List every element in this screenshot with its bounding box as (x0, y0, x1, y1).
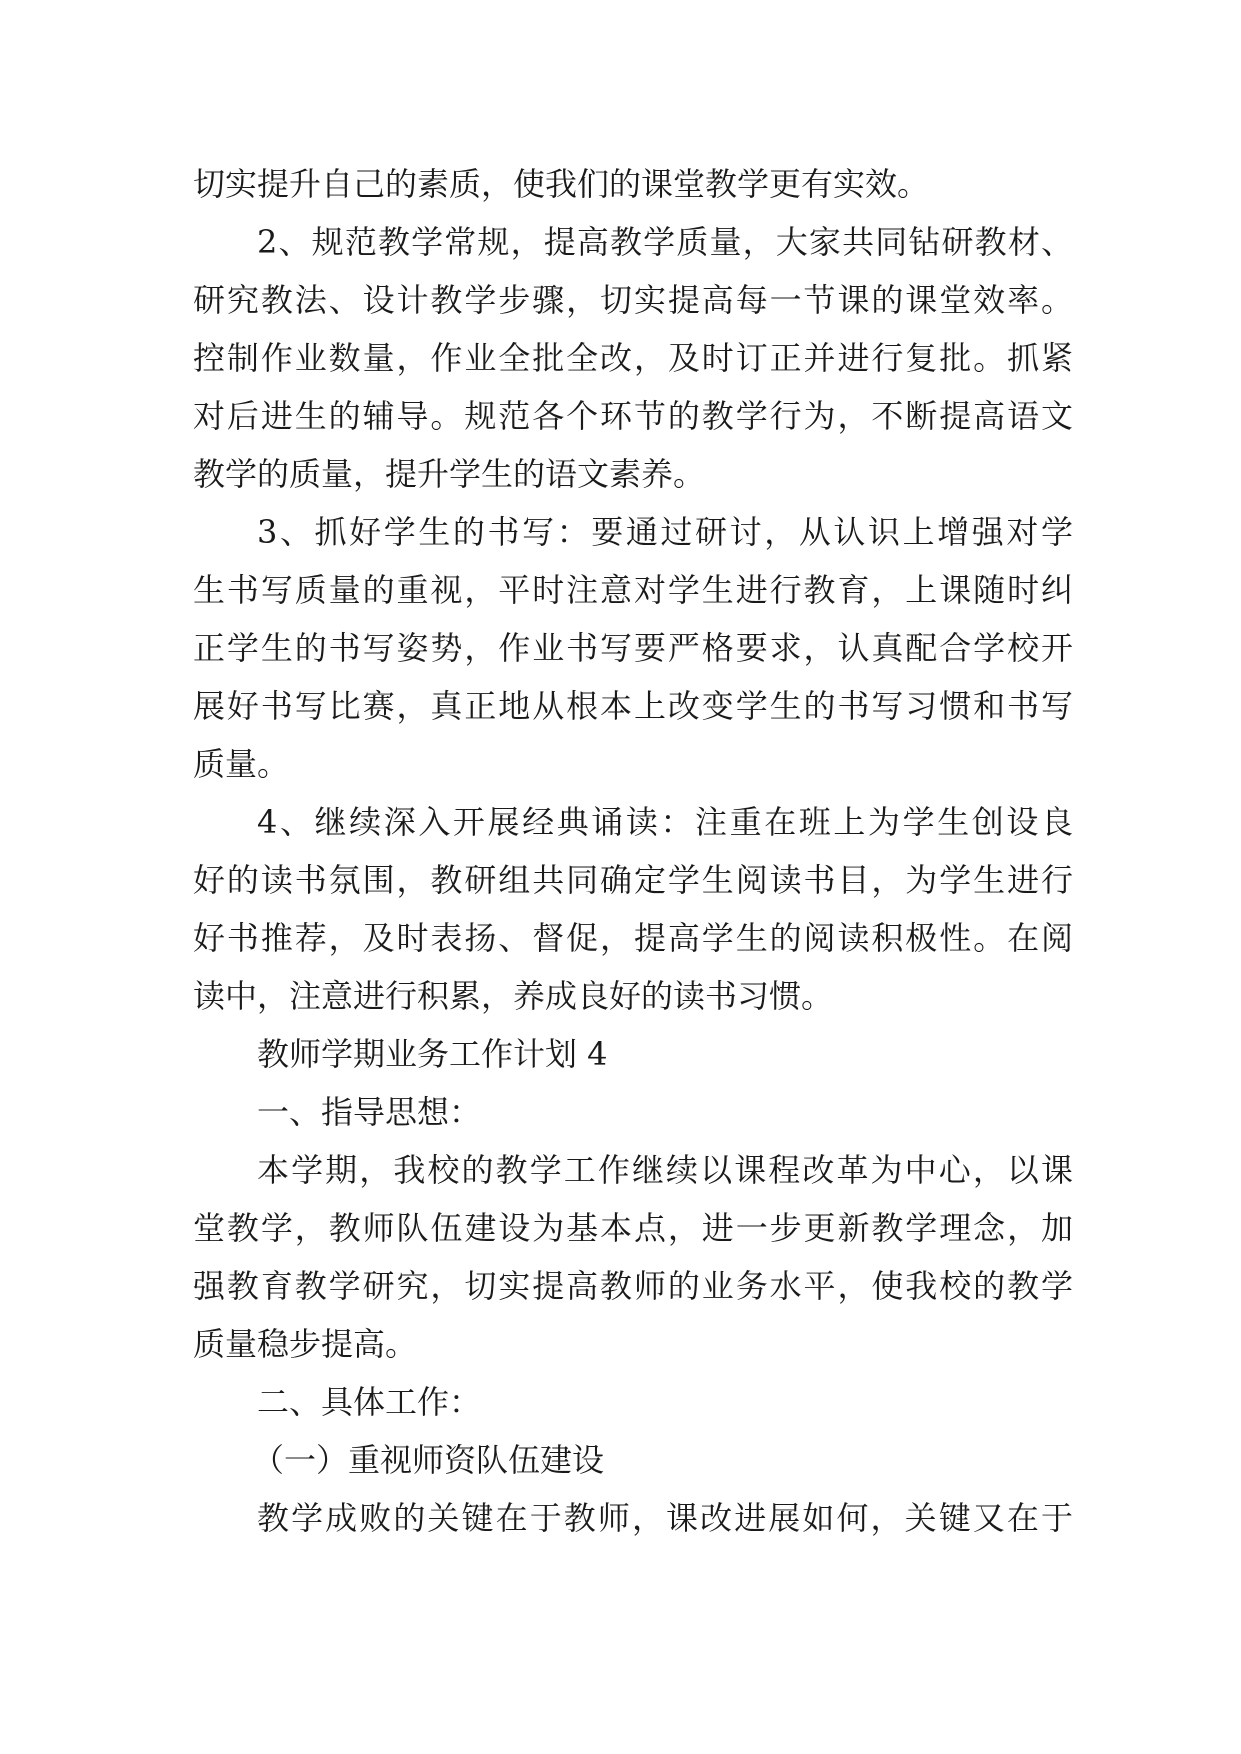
text-line: 本学期，我校的教学工作继续以课程改革为中心，以课 (257, 1151, 1073, 1189)
text-line: 读中，注意进行积累，养成良好的读书习惯。 (193, 977, 834, 1015)
text-line: 生书写质量的重视，平时注意对学生进行教育，上课随时纠 (193, 571, 1073, 609)
section-heading: 一、指导思想： (257, 1093, 482, 1131)
text-line: 4、继续深入开展经典诵读：注重在班上为学生创设良 (257, 803, 1073, 841)
text-line: 质量稳步提高。 (193, 1325, 418, 1363)
text-line: 对后进生的辅导。规范各个环节的教学行为，不断提高语文 (193, 397, 1073, 435)
section-heading: 教师学期业务工作计划 4 (257, 1035, 608, 1073)
text-line: 强教育教学研究，切实提高教师的业务水平，使我校的教学 (193, 1267, 1073, 1305)
text-line: 好书推荐，及时表扬、督促，提高学生的阅读积极性。在阅 (193, 919, 1073, 957)
text-line: 质量。 (193, 745, 290, 783)
text-line: 正学生的书写姿势，作业书写要严格要求，认真配合学校开 (193, 629, 1073, 667)
text-line: 堂教学，教师队伍建设为基本点，进一步更新教学理念，加 (193, 1209, 1073, 1247)
text-line: 切实提升自己的素质，使我们的课堂教学更有实效。 (193, 165, 930, 203)
text-line: 2、规范教学常规，提高教学质量，大家共同钻研教材、 (257, 223, 1073, 261)
text-line: 教学的质量，提升学生的语文素养。 (193, 455, 706, 493)
section-heading: 二、具体工作： (257, 1383, 482, 1421)
text-line: 控制作业数量，作业全批全改，及时订正并进行复批。抓紧 (193, 339, 1073, 377)
text-line: 3、抓好学生的书写：要通过研讨，从认识上增强对学 (257, 513, 1073, 551)
text-line: 展好书写比赛，真正地从根本上改变学生的书写习惯和书写 (193, 687, 1073, 725)
text-line: 研究教法、设计教学步骤，切实提高每一节课的课堂效率。 (193, 281, 1073, 319)
text-line: 教学成败的关键在于教师，课改进展如何，关键又在于 (257, 1499, 1073, 1537)
text-line: 好的读书氛围，教研组共同确定学生阅读书目，为学生进行 (193, 861, 1073, 899)
subsection-heading: （一）重视师资队伍建设 (252, 1441, 605, 1479)
